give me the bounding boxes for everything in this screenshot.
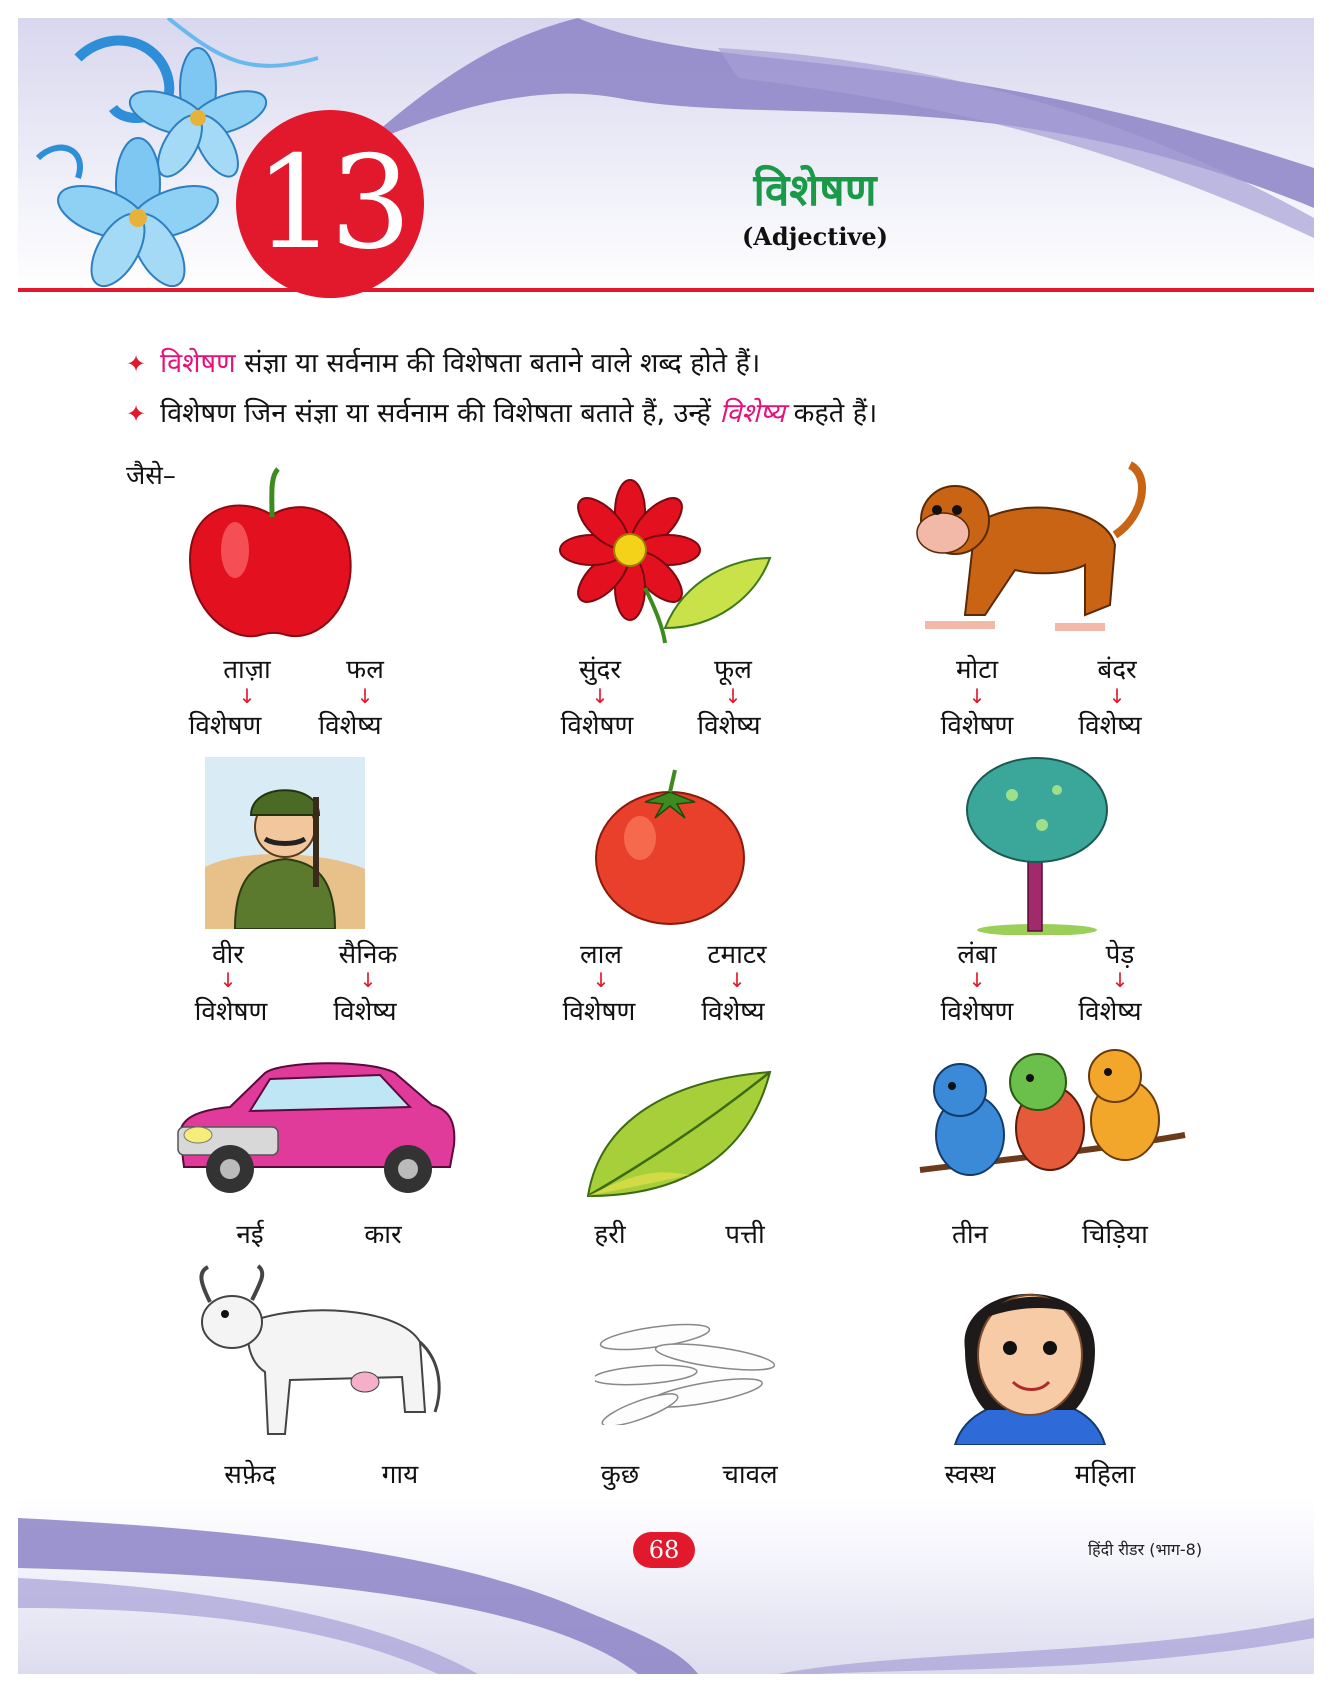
- chapter-title: विशेषण: [753, 165, 877, 216]
- rule-2-term: विशेष्य: [719, 398, 786, 429]
- word-noun: बंदर: [1097, 655, 1137, 685]
- word-noun: गाय: [381, 1460, 419, 1490]
- rule-1-term: विशेषण: [160, 348, 236, 379]
- soldier-icon: [205, 757, 365, 929]
- word-adj: ताज़ा: [223, 655, 271, 685]
- down-arrow-icon: ↓: [724, 684, 742, 708]
- star-bullet-icon: ✦: [126, 350, 147, 378]
- woman-icon: [945, 1260, 1115, 1445]
- word-adj: वीर: [212, 940, 244, 970]
- rule-2-text: विशेषण जिन संज्ञा या सर्वनाम की विशेषता बताते हैं, उन्हें: [160, 398, 720, 429]
- label-adjective: विशेषण: [562, 997, 636, 1027]
- birds-icon: [910, 1040, 1190, 1200]
- footer-decoration: [18, 1498, 1314, 1674]
- example-woman: [945, 1260, 1285, 1445]
- down-arrow-icon: ↓: [1108, 684, 1126, 708]
- header-decoration: [18, 18, 1314, 294]
- example-car: [170, 1055, 510, 1200]
- word-adj: लाल: [580, 940, 622, 970]
- label-noun: विशेष्य: [1078, 711, 1142, 741]
- example-tree: [962, 755, 1302, 935]
- label-noun: विशेष्य: [701, 997, 765, 1027]
- word-noun: फूल: [714, 655, 752, 685]
- example-tomato: [585, 768, 925, 928]
- word-adj: लंबा: [957, 940, 997, 970]
- label-noun: विशेष्य: [333, 997, 397, 1027]
- word-adj: कुछ: [600, 1460, 640, 1490]
- tomato-icon: [585, 768, 755, 928]
- star-bullet-icon: ✦: [126, 400, 147, 428]
- word-noun: पत्ती: [725, 1220, 765, 1250]
- example-leaf: [580, 1070, 920, 1200]
- page-number: 68: [633, 1532, 695, 1568]
- rule-1: [126, 343, 760, 380]
- example-flower: [545, 478, 885, 648]
- word-adj: मोटा: [955, 655, 999, 685]
- apple-icon: [160, 465, 380, 645]
- word-noun: सैनिक: [338, 940, 398, 970]
- rule-1-text: संज्ञा या सर्वनाम की विशेषता बताने वाले शब्द होते हैं।: [235, 348, 761, 379]
- label-adjective: विशेषण: [940, 711, 1014, 741]
- example-apple: [160, 465, 500, 645]
- down-arrow-icon: ↓: [238, 684, 256, 708]
- down-arrow-icon: ↓: [592, 968, 610, 992]
- label-noun: विशेष्य: [697, 711, 761, 741]
- example-soldier: [205, 757, 545, 929]
- word-noun: चावल: [722, 1460, 778, 1490]
- word-noun: टमाटर: [707, 940, 767, 970]
- down-arrow-icon: ↓: [728, 968, 746, 992]
- book-title: हिंदी रीडर (भाग-8): [1088, 1540, 1203, 1559]
- word-adj: हरी: [594, 1220, 626, 1250]
- down-arrow-icon: ↓: [359, 968, 377, 992]
- monkey-icon: [905, 455, 1155, 645]
- example-monkey: [905, 455, 1245, 645]
- label-noun: विशेष्य: [318, 711, 382, 741]
- cow-icon: [180, 1262, 450, 1447]
- rule-2-text-end: कहते हैं।: [785, 398, 878, 429]
- chapter-number: 13: [254, 129, 406, 278]
- word-noun: फल: [346, 655, 384, 685]
- tree-icon: [962, 755, 1112, 935]
- word-noun: पेड़: [1105, 940, 1135, 970]
- label-adjective: विशेषण: [560, 711, 634, 741]
- chapter-subtitle: (Adjective): [741, 222, 889, 251]
- word-noun: कार: [364, 1220, 402, 1250]
- header-rule: [18, 288, 1314, 292]
- word-noun: महिला: [1074, 1460, 1136, 1490]
- down-arrow-icon: ↓: [968, 684, 986, 708]
- example-rice: [595, 1315, 935, 1425]
- example-label: जैसे–: [126, 461, 176, 491]
- label-adjective: विशेषण: [940, 997, 1014, 1027]
- rule-2: [126, 393, 877, 430]
- down-arrow-icon: ↓: [1111, 968, 1129, 992]
- word-adj: सुंदर: [578, 655, 622, 685]
- down-arrow-icon: ↓: [356, 684, 374, 708]
- leaf-icon: [580, 1070, 780, 1200]
- down-arrow-icon: ↓: [591, 684, 609, 708]
- flower-icon: [545, 478, 785, 648]
- word-adj: तीन: [952, 1220, 988, 1250]
- rice-icon: [595, 1315, 785, 1425]
- down-arrow-icon: ↓: [968, 968, 986, 992]
- down-arrow-icon: ↓: [219, 968, 237, 992]
- example-cow: [180, 1262, 520, 1447]
- word-adj: सफ़ेद: [224, 1460, 276, 1490]
- example-birds: [910, 1040, 1250, 1200]
- word-noun: चिड़िया: [1082, 1220, 1148, 1250]
- word-adj: नई: [236, 1220, 264, 1250]
- word-adj: स्वस्थ: [944, 1460, 996, 1490]
- car-icon: [170, 1055, 460, 1200]
- chapter-number-badge: [236, 110, 424, 298]
- label-adjective: विशेषण: [194, 997, 268, 1027]
- label-adjective: विशेषण: [188, 711, 262, 741]
- label-noun: विशेष्य: [1078, 997, 1142, 1027]
